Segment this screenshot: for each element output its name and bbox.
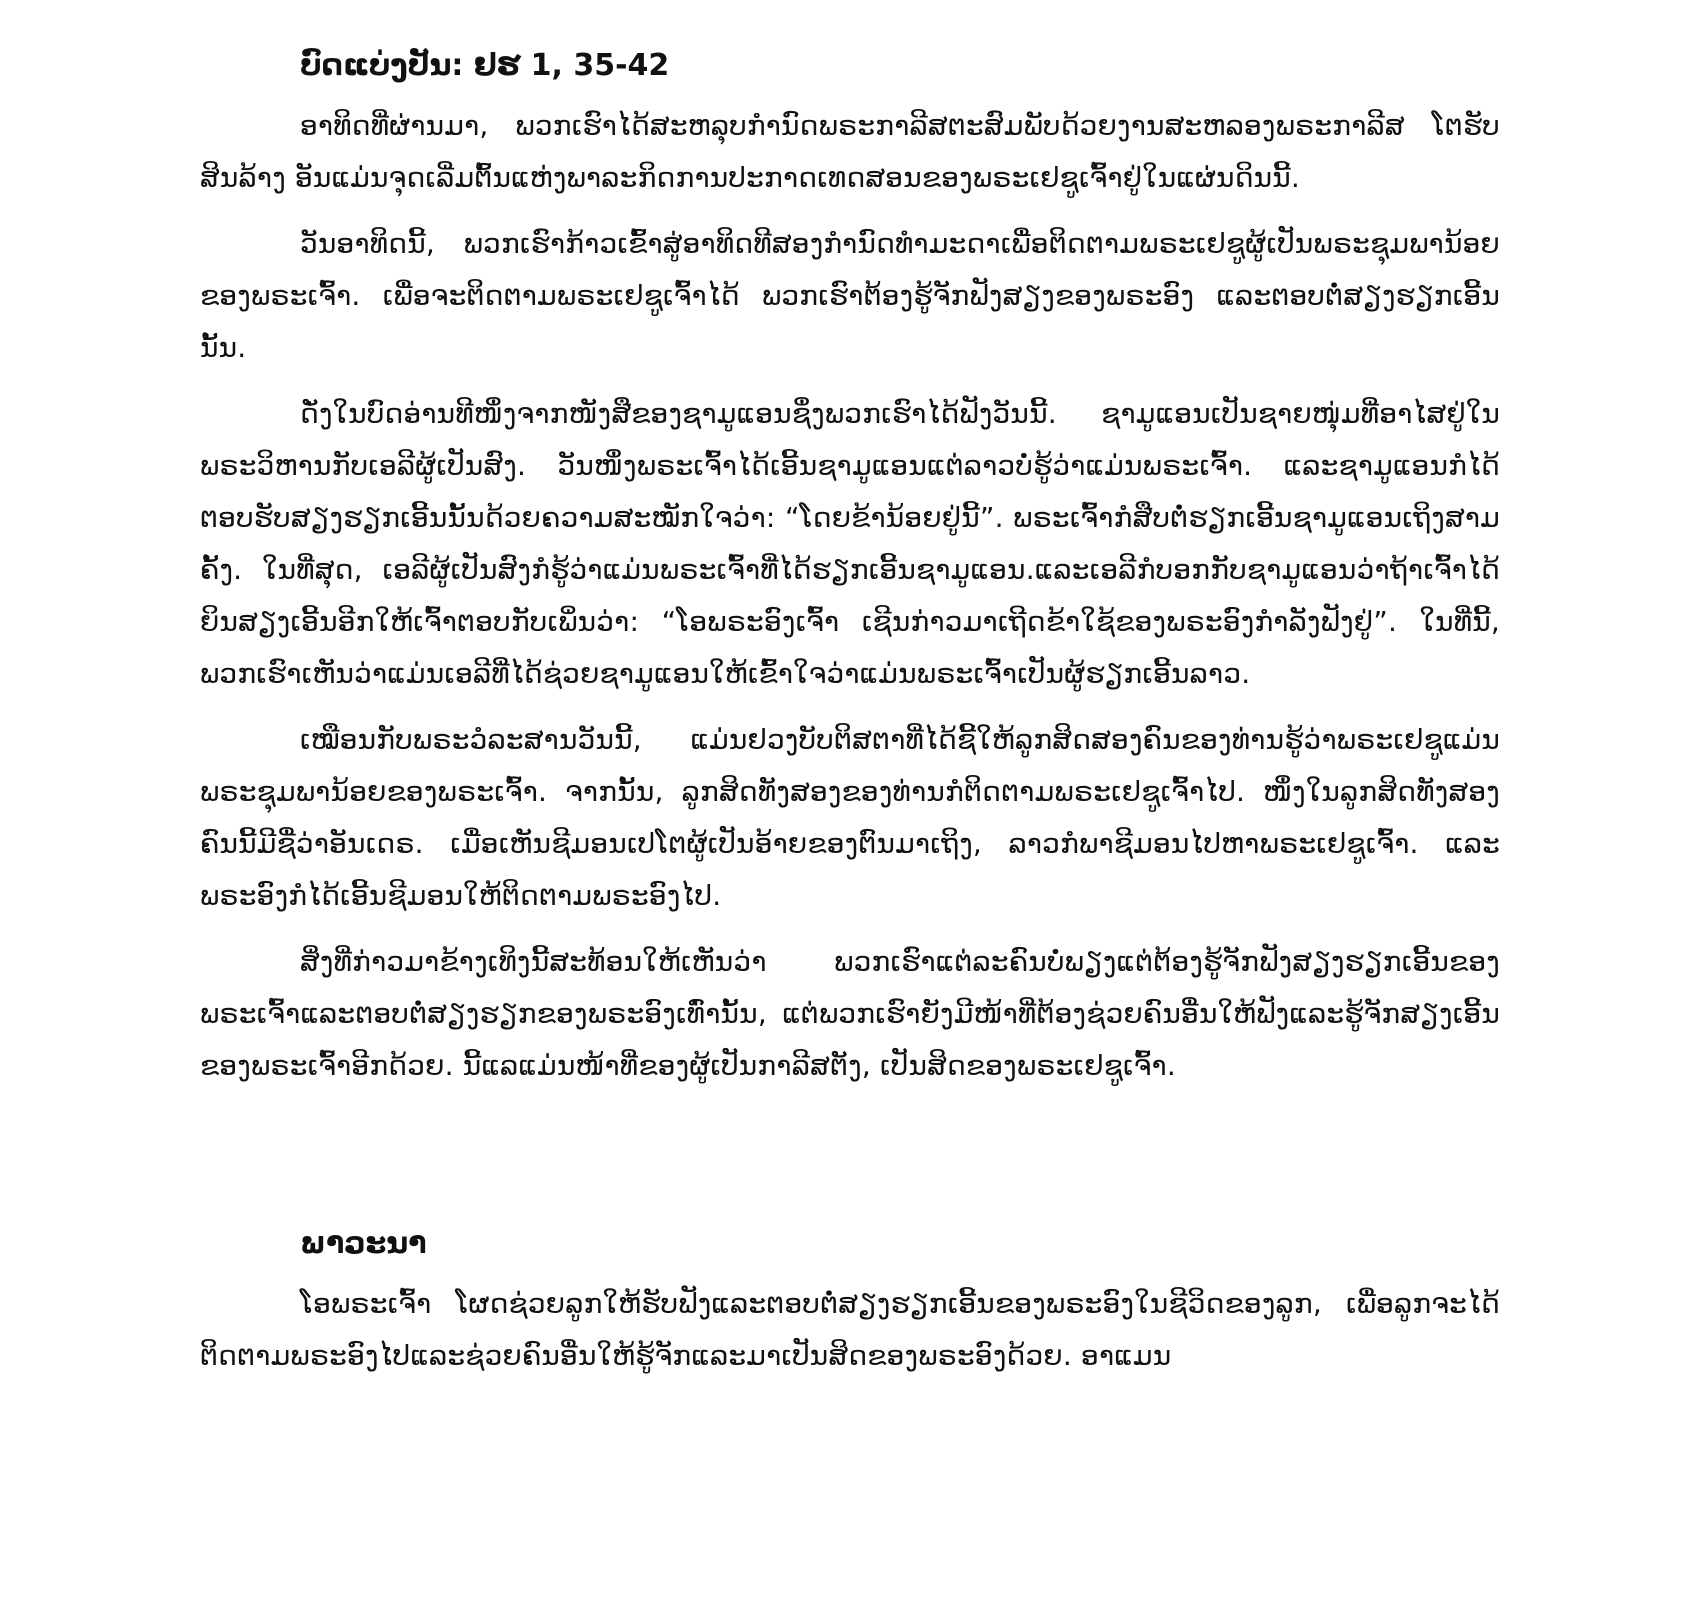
section-spacer <box>200 1106 1500 1216</box>
prayer-title: ພາວະນາ <box>300 1226 427 1261</box>
reflection-paragraph-5: ສິ່ງທີ່ກ່າວມາຂ້າງເທິງນີ້ສະທ້ອນໃຫ້ເຫັນວ່າ ພວກເຮົາແຕ່ລະຄົນບໍ່ພຽງແຕ່ຕ້ອງຮູ້ຈັກຟັງສຽງຮຽກເອີ້ນຂອງພຣະເຈົ້າແລະຕອບຕໍ່ສຽງຮຽກຂອງພຣະອົງເທົ່ານັ້ນ, ແຕ່ພວກເຮົາຍັງມີໜ້າທີ່ຕ້ອງຊ່ວຍຄົນອື່ນໃຫ້ຟັງແລະຮູ້ຈັກສຽງເອີ້ນຂອງພຣະເຈົ້າອີກດ້ວຍ. ນີ້ແລແມ່ນໜ້າທີ່ຂອງຜູ້ເປັນກາລີສຕັງ, ເປັນສິດຂອງພຣະເຢຊູເຈົ້າ. <box>200 945 1500 1082</box>
reflection-paragraph-3: ດັ່ງໃນບົດອ່ານທີໜຶ່ງຈາກໜັງສືຂອງຊາມູແອນຊຶ່ງພວກເຮົາໄດ້ຟັງວັນນີ້. ຊາມູແອນເປັນຊາຍໜຸ່ມທີ່ອາໄສຢູ່ໃນພຣະວິຫານກັບເອລີຜູ້ເປັນສົງ. ວັນໜຶ່ງພຣະເຈົ້າໄດ້ເອີ້ນຊາມູແອນແຕ່ລາວບໍ່ຮູ້ວ່າແມ່ນພຣະເຈົ້າ. ແລະຊາມູແອນກໍໄດ້ຕອບຮັບສຽງຮຽກເອີ້ນນັ້ນດ້ວຍຄວາມສະໝັກໃຈວ່າ: “ໂດຍຂ້ານ້ອຍຢູ່ນີ້”. ພຣະເຈົ້າກໍສືບຕໍ່ຮຽກເອີ້ນຊາມູແອນເຖິງສາມຄັ້ງ. ໃນທີ່ສຸດ, ເອລີຜູ້ເປັນສົງກໍຮູ້ວ່າແມ່ນພຣະເຈົ້າທີ່ໄດ້ຮຽກເອີ້ນຊາມູແອນ.ແລະເອລີກໍບອກກັບຊາມູແອນວ່າຖ້າເຈົ້າໄດ້ຍິນສຽງເອີ້ນອີກໃຫ້ເຈົ້າຕອບກັບເພິ່ນວ່າ: “ໂອພຣະອົງເຈົ້າ ເຊີນກ່າວມາເຖີດຂ້າໃຊ້ຂອງພຣະອົງກຳລັງຟັງຢູ່”. ໃນທີ່ນີ້, ພວກເຮົາເຫັນວ່າແມ່ນເອລີທີ່ໄດ້ຊ່ວຍຊາມູແອນໃຫ້ເຂົ້າໃຈວ່າແມ່ນພຣະເຈົ້າເປັນຜູ້ຮຽກເອີ້ນລາວ. <box>200 397 1500 690</box>
document-page <box>200 38 1500 1396</box>
reflection-paragraph-2: ວັນອາທິດນີ້, ພວກເຮົາກ້າວເຂົ້າສູ່ອາທິດທີສອງກຳນົດທຳມະດາເພື່ອຕິດຕາມພຣະເຢຊູຜູ້ເປັນພຣະຊຸມພານ້ອຍຂອງພຣະເຈົ້າ. ເພື່ອຈະຕິດຕາມພຣະເຢຊູເຈົ້າໄດ້ ພວກເຮົາຕ້ອງຮູ້ຈັກຟັງສຽງຂອງພຣະອົງ ແລະຕອບຕໍ່ສຽງຮຽກເອີ້ນນັ້ນ. <box>200 227 1500 364</box>
reflection-paragraph-1: ອາທິດທີ່ຜ່ານມາ, ພວກເຮົາໄດ້ສະຫລຸບກຳນົດພຣະກາລີສຕະສົມພັບດ້ວຍງານສະຫລອງພຣະກາລີສ ໂຕຮັບສິນລ້າງ ອັນແມ່ນຈຸດເລີ່ມຕົ້ນແຫ່ງພາລະກິດການປະກາດເທດສອນຂອງພຣະເຢຊູເຈົ້າຢູ່ໃນແຜ່ນດິນນີ້. <box>200 109 1500 194</box>
reflection-title: ບົດແບ່ງປັນ: ຢຮ 1, 35-42 <box>300 48 670 83</box>
prayer-paragraph: ໂອພຣະເຈົ້າ ໂຜດຊ່ວຍລູກໃຫ້ຮັບຟັງແລະຕອບຕໍ່ສຽງຮຽກເອີ້ນຂອງພຣະອົງໃນຊີວິດຂອງລູກ, ເພື່ອລູກຈະໄດ້ຕິດຕາມພຣະອົງໄປແລະຊ່ວຍຄົນອື່ນໃຫ້ຮູ້ຈັກແລະມາເປັນສິດຂອງພຣະອົງດ້ວຍ. ອາແມນ <box>200 1287 1500 1372</box>
reflection-paragraph-4: ເໝືອນກັບພຣະວໍລະສານວັນນີ້, ແມ່ນຢວງບັບຕິສຕາທີ່ໄດ້ຊີ້ໃຫ້ລູກສິດສອງຄົນຂອງທ່ານຮູ້ວ່າພຣະເຢຊູແມ່ນພຣະຊຸມພານ້ອຍຂອງພຣະເຈົ້າ. ຈາກນັ້ນ, ລູກສິດທັງສອງຂອງທ່ານກໍຕິດຕາມພຣະເຢຊູເຈົ້າໄປ. ໜຶ່ງໃນລູກສິດທັງສອງຄົນນີ້ມີຊື່ວ່າອັນເດຣ. ເມື່ອເຫັນຊີມອນເປໂຕຜູ້ເປັນອ້າຍຂອງຕົນມາເຖິງ, ລາວກໍພາຊີມອນໄປຫາພຣະເຢຊູເຈົ້າ. ແລະພຣະອົງກໍໄດ້ເອີ້ນຊີມອນໃຫ້ຕິດຕາມພຣະອົງໄປ. <box>200 723 1500 912</box>
